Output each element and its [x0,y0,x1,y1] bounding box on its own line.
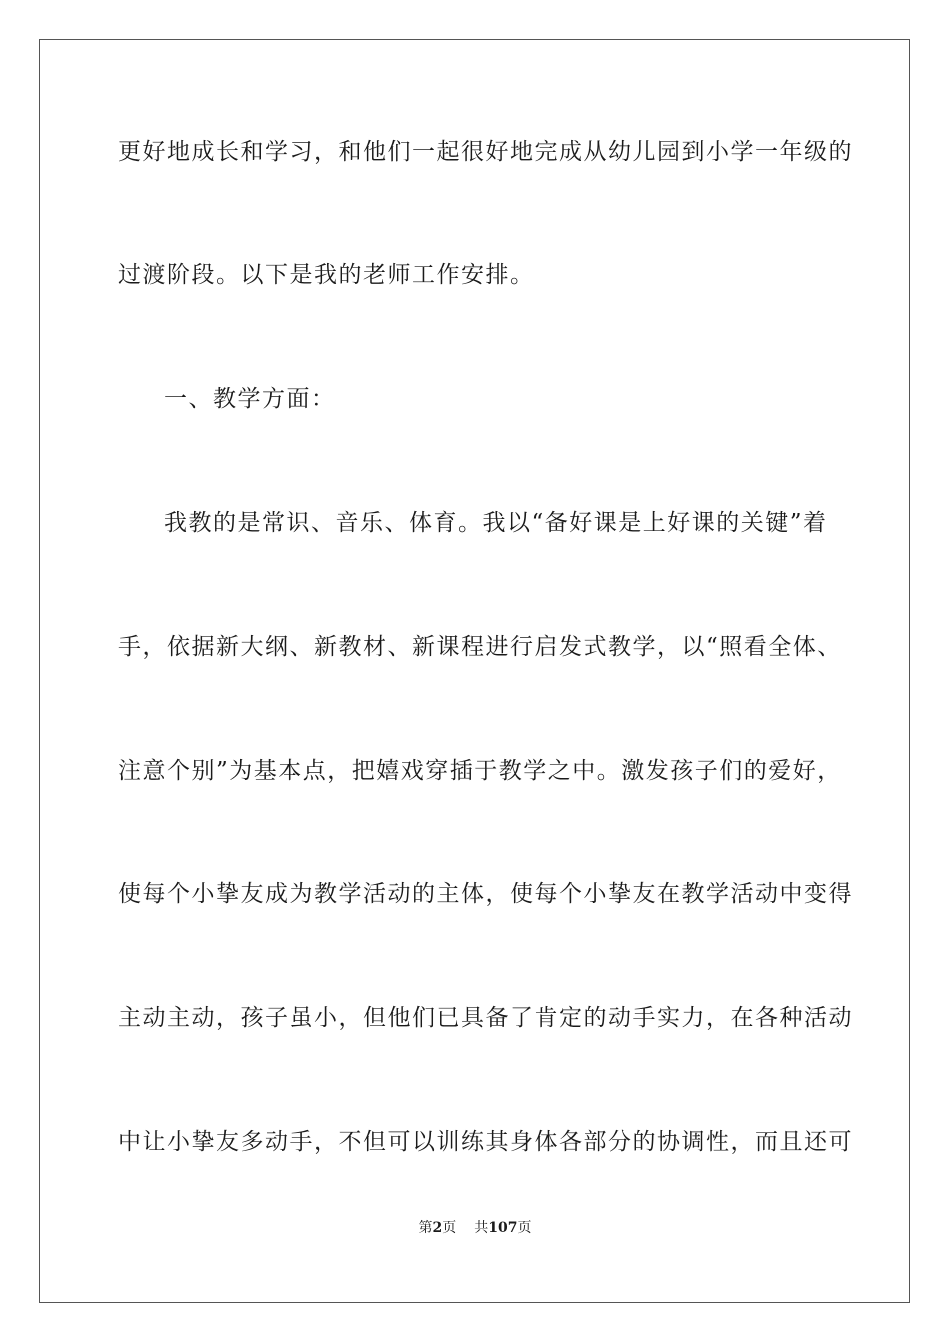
body-text-line: 注意个别”为基本点，把嬉戏穿插于教学之中。激发孩子们的爱好， [118,758,842,784]
body-text-line: 主动主动，孩子虽小，但他们已具备了肯定的动手实力，在各种活动 [118,1005,853,1031]
section-heading: 一、教学方面： [164,386,336,412]
footer-page-number: 2 [432,1220,443,1236]
footer-total-prefix: 共 [474,1220,489,1236]
footer-page-prefix: 第 [418,1220,433,1236]
footer-page-suffix: 页 [442,1220,457,1236]
body-text-line: 过渡阶段。以下是我的老师工作安排。 [118,262,535,288]
footer-total-suffix: 页 [517,1220,532,1236]
footer-total-pages: 107 [488,1220,518,1236]
page-border [39,39,910,1303]
body-text-line: 使每个小挚友成为教学活动的主体，使每个小挚友在教学活动中变得 [118,881,853,907]
body-text-line: 更好地成长和学习，和他们一起很好地完成从幼儿园到小学一年级的 [118,139,853,165]
body-text-line: 中让小挚友多动手，不但可以训练其身体各部分的协调性，而且还可 [118,1129,853,1155]
body-text-line: 手，依据新大纲、新教材、新课程进行启发式教学，以“照看全体、 [118,634,842,660]
body-text-line: 我教的是常识、音乐、体育。我以“备好课是上好课的关键”着 [164,510,828,536]
page-footer [0,1219,950,1237]
